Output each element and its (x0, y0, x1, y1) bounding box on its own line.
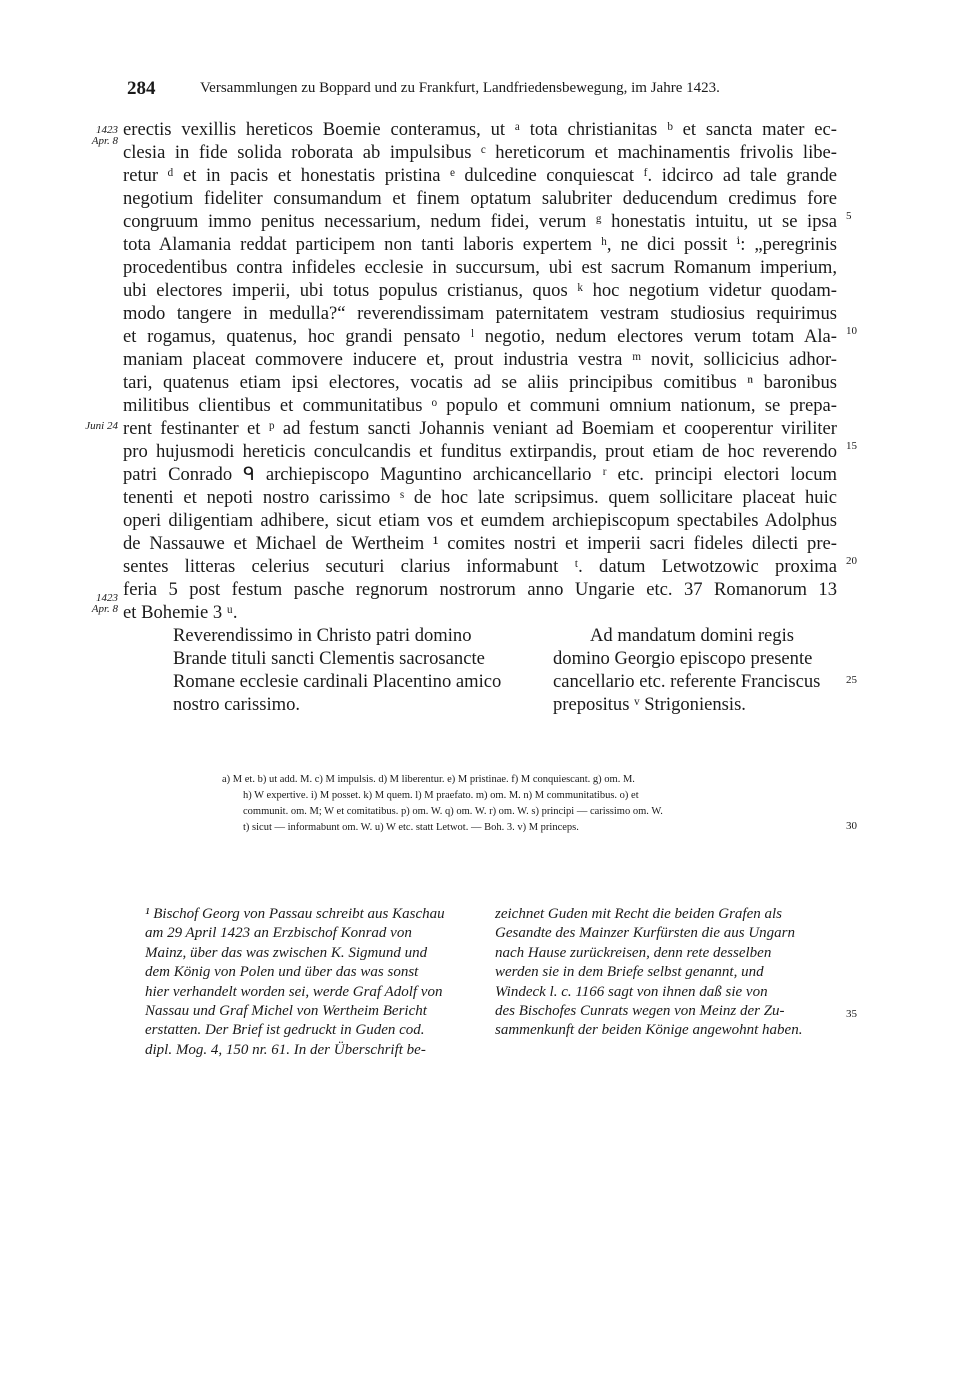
line-number: 25 (846, 674, 857, 686)
text-line: maniam placeat commovere inducere et, prout industria vestra ᵐ novit, sollicicius adhor- (123, 349, 837, 370)
chancery-line: Ad mandatum domini regis (590, 625, 794, 646)
margin-note-year: 1423 (96, 592, 118, 604)
text-line: procedentibus contra infideles ecclesie in succursum, ubi est sacrum Romanum imperium, (123, 257, 837, 278)
text-line: et Bohemie 3 ᵘ. (123, 602, 238, 623)
text-line: negotium fideliter consumandum et finem optatum salubriter deducendum credimus fore (123, 188, 837, 209)
margin-note-date (78, 125, 118, 147)
line-number: 35 (846, 1008, 857, 1020)
chancery-line: prepositus ᵛ Strigoniensis. (553, 694, 746, 715)
footnote-line: sammenkunft der beiden Könige angewohnt haben. (495, 1022, 803, 1039)
footnote-line: am 29 April 1423 an Erzbischof Konrad von (145, 925, 412, 942)
text-line: tari, quatenus etiam ipsi electores, vocatis ad se aliis principibus comitibus ⁿ baronibus (123, 372, 837, 393)
footnote-line: Mainz, über das was zwischen K. Sigmund und (145, 944, 428, 961)
margin-note-day: Apr. 8 (91, 603, 118, 615)
footnote-line: werden sie in dem Briefe selbst genannt, und (495, 964, 764, 981)
chancery-note (553, 624, 820, 716)
running-title: Versammlungen zu Boppard und zu Frankfurt, Landfriedensbewegung, im Jahre 1423. (200, 80, 720, 96)
text-line: operi diligentiam adhibere, sicut etiam vos et eumdem archiepiscopum spectabiles Adolphus (123, 510, 837, 531)
line-number: 20 (846, 555, 857, 567)
text-line: modo tangere in medulla?“ reverendissimam paternitatem vestram studiosius requirimus (123, 303, 837, 324)
footnote-line: zeichnet Guden mit Recht die beiden Grafen als (495, 906, 783, 922)
text-line: congruum immo penitus necessarium, nedum fidei, verum ᵍ honestatis intuitu, ut se ipsa (123, 211, 837, 232)
margin-note-date (78, 421, 118, 432)
chancery-line: cancellario etc. referente Franciscus (553, 671, 821, 692)
line-number: 5 (846, 210, 852, 222)
text-line: sentes litteras celerius secuturi clarius informabunt ᵗ. datum Letwotzowic proxima (123, 556, 837, 577)
variant-line: communit. om. M; W et comitatibus. p) om. W. q) om. W. r) om. W. s) principi — carissimo om. W. (243, 806, 663, 817)
footnote-line: erstatten. Der Brief ist gedruckt in Guden cod. (145, 1022, 425, 1039)
text-line: et rogamus, quatenus, hoc grandi pensato ˡ negotio, nedum electores verum totam Ala- (123, 326, 837, 347)
footnote-line: hier verhandelt worden sei, werde Graf Adolf von (145, 983, 443, 1000)
page-number: 284 (127, 78, 156, 99)
chancery-line: domino Georgio episcopo presente (553, 648, 813, 669)
address-line: Romane ecclesie cardinali Placentino amico (173, 671, 502, 692)
footnote-line: Gesandte des Mainzer Kurfürsten die aus Ungarn (495, 925, 795, 942)
text-line: ubi electores imperii, ubi totus populus cristianus, quos ᵏ hoc negotium videtur quodam- (123, 280, 837, 301)
text-line: pro hujusmodi hereticis conculcandis et funditus extirpandis, prout etiam de hoc reverendo (123, 441, 837, 462)
footnote-line: ¹ Bischof Georg von Passau schreibt aus Kaschau (145, 906, 445, 922)
line-number: 15 (846, 440, 857, 452)
footnote-line: Windeck l. c. 1166 sagt von ihnen daß sie von (495, 983, 768, 1000)
text-line: retur ᵈ et in pacis et honestatis pristina ᵉ dulcedine conquiescat ᶠ. idcirco ad tale grande (123, 165, 837, 186)
footnote-column-left (145, 905, 445, 1060)
margin-note-date (78, 593, 118, 615)
margin-note-day: Juni 24 (85, 420, 118, 432)
variant-line: h) W expertive. i) M posset. k) M quem. l) M praefato. m) om. M. n) M communitatibus. o) et (243, 790, 639, 801)
text-line: rent festinanter et ᵖ ad festum sancti Johannis veniant ad Boemiam et cooperentur viriliter (123, 418, 837, 439)
address-block (173, 624, 501, 716)
address-line: Reverendissimo in Christo patri domino (173, 625, 472, 646)
footnote-line: dipl. Mog. 4, 150 nr. 61. In der Überschrift be- (145, 1041, 426, 1058)
address-line: nostro carissimo. (173, 694, 301, 715)
margin-note-year: 1423 (96, 124, 118, 136)
text-line: erectis vexillis hereticos Boemie conteramus, ut ᵃ tota christianitas ᵇ et sancta mater ec- (123, 119, 837, 140)
footnote-line: dem König von Polen und über das was sonst (145, 964, 419, 981)
footnote-line: des Bischofes Cunrats wegen von Meinz der Zu- (495, 1003, 785, 1020)
line-number: 10 (846, 325, 857, 337)
footnote-line: nach Hause zurückreisen, denn rete desselben (495, 944, 772, 961)
text-line: militibus clientibus et communitatibus ᵒ populo et communi omnium nationum, se prepa- (123, 395, 837, 416)
text-line: tenenti et nepoti nostro carissimo ˢ de hoc late scripsimus. quem sollicitare placeat huic (123, 487, 837, 508)
margin-note-day: Apr. 8 (91, 135, 118, 147)
text-line: feria 5 post festum pasche regnorum nostrorum anno Ungarie etc. 37 Romanorum 13 (123, 579, 837, 600)
text-line: patri Conrado ᑫ archiepiscopo Maguntino archicancellario ʳ etc. principi electori locum (123, 464, 837, 485)
address-line: Brande tituli sancti Clementis sacrosancte (173, 648, 485, 669)
line-number: 30 (846, 820, 857, 832)
footnote-column-right (495, 905, 802, 1041)
text-line: clesia in fide solida roborata ab impulsibus ᶜ hereticorum et machinamentis frivolis libe- (123, 142, 837, 163)
text-line: de Nassauwe et Michael de Wertheim ¹ comites nostri et imperii sacri fideles dilecti pre- (123, 533, 837, 554)
footnote-line: Nassau und Graf Michel von Wertheim Bericht (145, 1003, 427, 1020)
variant-line: a) M et. b) ut add. M. c) M impulsis. d) M liberentur. e) M pristinae. f) M conquiescant. g) om. M. (222, 774, 635, 785)
variant-line: t) sicut — informabunt om. W. u) W etc. statt Letwot. — Boh. 3. v) M princeps. (243, 822, 579, 833)
text-line: tota Alamania reddat participem non tanti laboris expertem ʰ, ne dici possit ⁱ: „peregrinis (123, 234, 837, 255)
